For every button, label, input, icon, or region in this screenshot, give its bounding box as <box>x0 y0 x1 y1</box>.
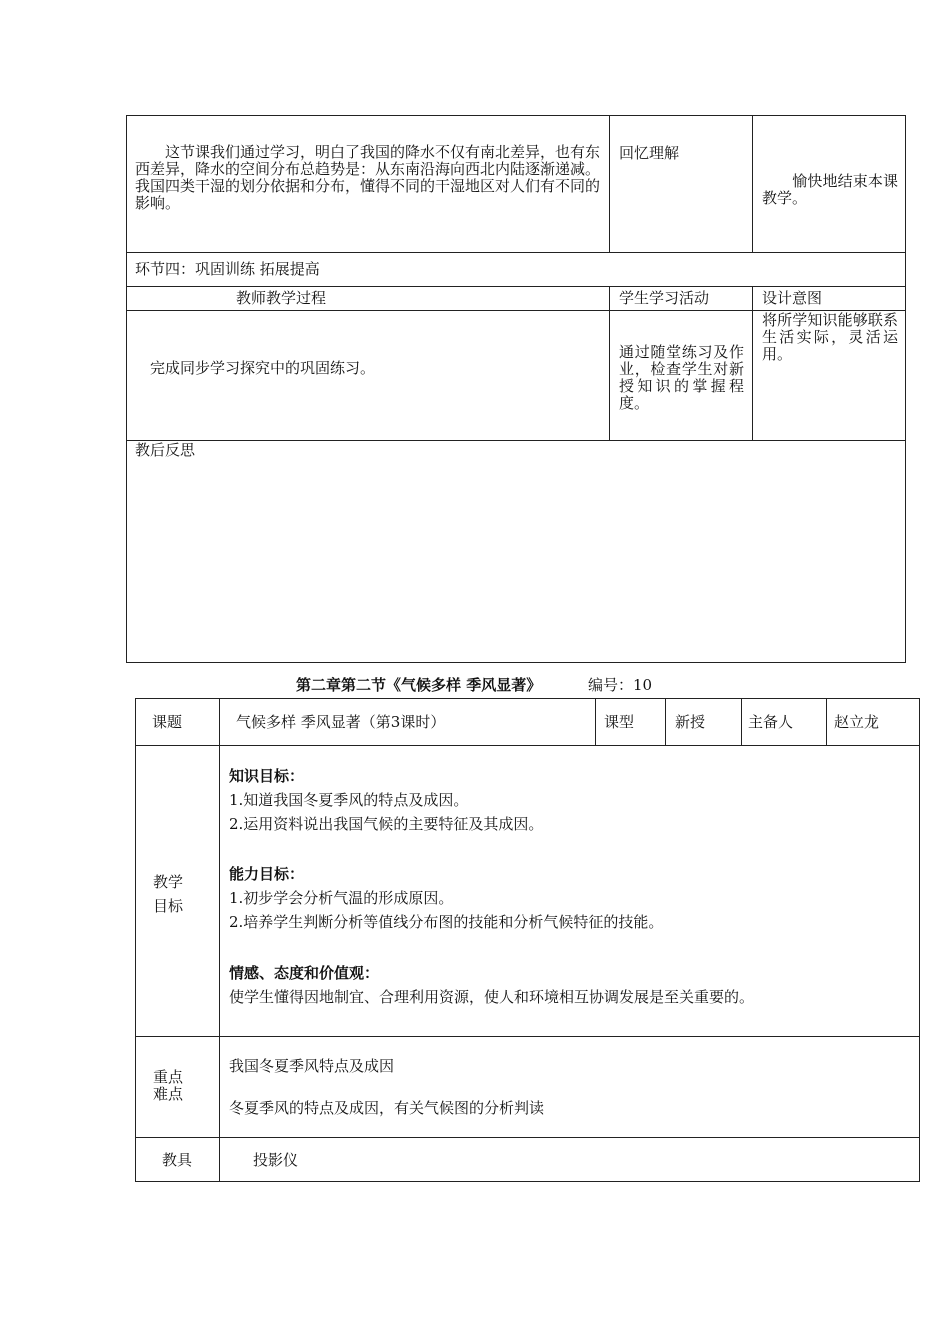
col-divider <box>741 698 742 745</box>
practice-intent: 将所学知识能够联系生活实际，灵活运用。 <box>762 311 898 363</box>
col-divider <box>609 115 610 252</box>
tools-value: 投影仪 <box>253 1151 299 1169</box>
practice-activity: 通过随堂练习及作业，检查学生对新授知识的掌握程度。 <box>619 343 744 412</box>
keypoints-label: 重点 难点 <box>153 1068 184 1103</box>
top-table <box>126 115 906 663</box>
col-divider <box>595 698 596 745</box>
ability-item: 2.培养学生判断分析等值线分布图的技能和分析气候特征的技能。 <box>229 913 664 931</box>
key-point: 我国冬夏季风特点及成因 <box>229 1057 395 1075</box>
row-divider <box>126 252 906 253</box>
ability-heading: 能力目标： <box>229 865 305 883</box>
header-design-intent: 设计意图 <box>762 289 823 307</box>
col-divider <box>752 115 753 252</box>
knowledge-item: 1.知道我国冬夏季风的特点及成因。 <box>229 791 469 809</box>
summary-text: 这节课我们通过学习，明白了我国的降水不仅有南北差异，也有东西差异，降水的空间分布总趋势是：从东南沿海向西北内陆逐渐递减。我国四类干湿的划分依据和分布，懂得不同的干湿地区对人们有不同的影响。 <box>135 143 601 212</box>
topic-label: 课题 <box>152 713 183 731</box>
section4-title: 环节四：巩固训练 拓展提高 <box>135 260 320 278</box>
summary-activity: 回忆理解 <box>619 144 680 162</box>
row-divider <box>126 440 906 441</box>
header-student-activity: 学生学习活动 <box>619 289 710 307</box>
emotion-text: 使学生懂得因地制宜、合理利用资源，使人和环境相互协调发展是至关重要的。 <box>229 988 755 1006</box>
topic-value: 气候多样 季风显著（第3课时） <box>236 713 446 731</box>
reflection-label: 教后反思 <box>135 441 196 459</box>
lesson-heading-title: 第二章第二节《气候多样 季风显著》 <box>296 676 542 694</box>
header-teacher-process: 教师教学过程 <box>236 289 327 307</box>
row-divider <box>126 286 906 287</box>
type-label: 课型 <box>604 713 635 731</box>
lesson-heading <box>296 676 696 696</box>
tools-label: 教具 <box>162 1151 193 1169</box>
knowledge-item: 2.运用资料说出我国气候的主要特征及其成因。 <box>229 815 544 833</box>
row-divider <box>135 1036 920 1037</box>
emotion-heading: 情感、态度和价值观： <box>229 964 380 982</box>
summary-intent: 愉快地结束本课教学。 <box>762 172 898 207</box>
difficult-point: 冬夏季风的特点及成因，有关气候图的分析判读 <box>229 1099 545 1117</box>
practice-text: 完成同步学习探究中的巩固练习。 <box>135 359 376 377</box>
lesson-table <box>135 698 920 1182</box>
col-divider <box>826 698 827 745</box>
col-divider <box>609 286 610 440</box>
row-divider <box>135 1137 920 1138</box>
row-divider <box>135 745 920 746</box>
col-divider <box>219 698 220 1182</box>
objectives-label: 教学 目标 <box>153 873 184 915</box>
lesson-heading-number: 编号：10 <box>588 676 653 694</box>
type-value: 新授 <box>675 713 706 731</box>
knowledge-heading: 知识目标： <box>229 767 305 785</box>
preparer-value: 赵立龙 <box>834 713 880 731</box>
ability-item: 1.初步学会分析气温的形成原因。 <box>229 889 454 907</box>
col-divider <box>665 698 666 745</box>
preparer-label: 主备人 <box>748 713 794 731</box>
col-divider <box>752 286 753 440</box>
